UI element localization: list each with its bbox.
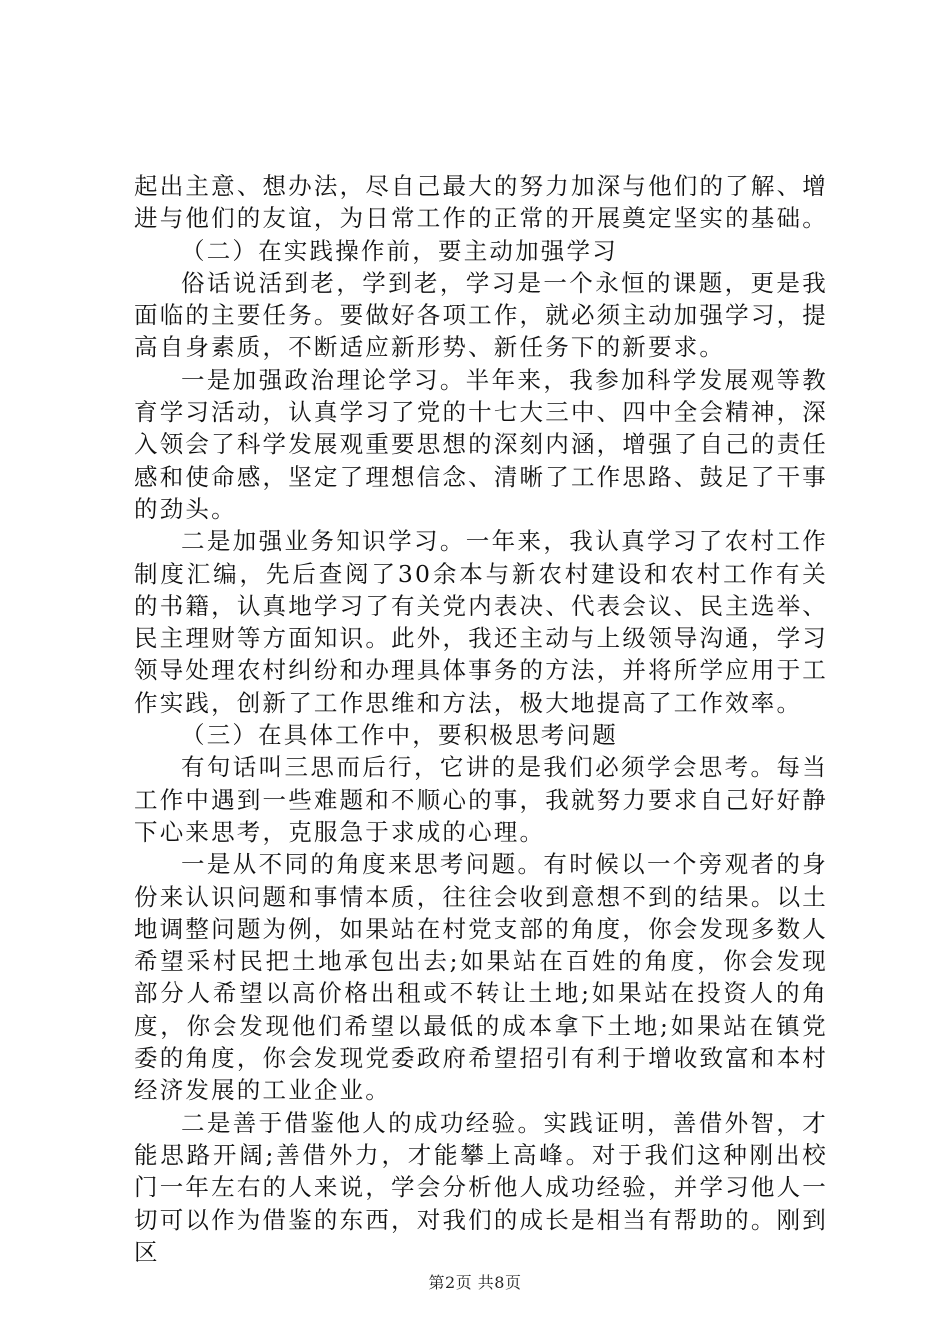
- body-text: [134, 170, 828, 1268]
- paragraph: 一是从不同的角度来思考问题。有时候以一个旁观者的身份来认识问题和事情本质，往往会收到意想不到的结果。以土地调整问题为例，如果站在村党支部的角度，你会发现多数人希望采村民把土地承包出去;如果站在百姓的角度，你会发现部分人希望以高价格出租或不转让土地;如果站在投资人的角度，你会发现他们希望以最低的成本拿下土地;如果站在镇党委的角度，你会发现党委政府希望招引有利于增收致富和本村经济发展的工业企业。: [134, 850, 828, 1105]
- paragraph: 二是善于借鉴他人的成功经验。实践证明，善借外智，才能思路开阔;善借外力，才能攀上高峰。对于我们这种刚出校门一年左右的人来说，学会分析他人成功经验，并学习他人一切可以作为借鉴的东西，对我们的成长是相当有帮助的。刚到区: [134, 1108, 828, 1266]
- paragraph: 俗话说活到老，学到老，学习是一个永恒的课题，更是我面临的主要任务。要做好各项工作，就必须主动加强学习，提高自身素质，不断适应新形势、新任务下的新要求。: [134, 268, 828, 362]
- section-heading-2: （二）在实践操作前，要主动加强学习: [181, 236, 618, 265]
- page-number: 第2页 共8页: [428, 1273, 522, 1292]
- paragraph: 二是加强业务知识学习。一年来，我认真学习了农村工作制度汇编，先后查阅了30余本与新农村建设和农村工作有关的书籍，认真地学习了有关党内表决、代表会议、民主选举、民主理财等方面知识。此外，我还主动与上级领导沟通，学习领导处理农村纠纷和办理具体事务的方法，并将所学应用于工作实践，创新了工作思维和方法，极大地提高了工作效率。: [134, 527, 828, 717]
- page-footer: [0, 1273, 950, 1293]
- paragraph-continuation: 起出主意、想办法，尽自己最大的努力加深与他们的了解、增进与他们的友谊，为日常工作的正常的开展奠定坚实的基础。: [134, 172, 828, 233]
- paragraph: 有句话叫三思而后行，它讲的是我们必须学会思考。每当工作中遇到一些难题和不顺心的事，我就努力要求自己好好静下心来思考，克服急于求成的心理。: [134, 753, 828, 846]
- section-heading-3: （三）在具体工作中，要积极思考问题: [181, 721, 618, 750]
- paragraph: 一是加强政治理论学习。半年来，我参加科学发展观等教育学习活动，认真学习了党的十七大三中、四中全会精神，深入领会了科学发展观重要思想的深刻内涵，增强了自己的责任感和使命感，坚定了理想信念、清晰了工作思路、鼓足了干事的劲头。: [134, 365, 828, 523]
